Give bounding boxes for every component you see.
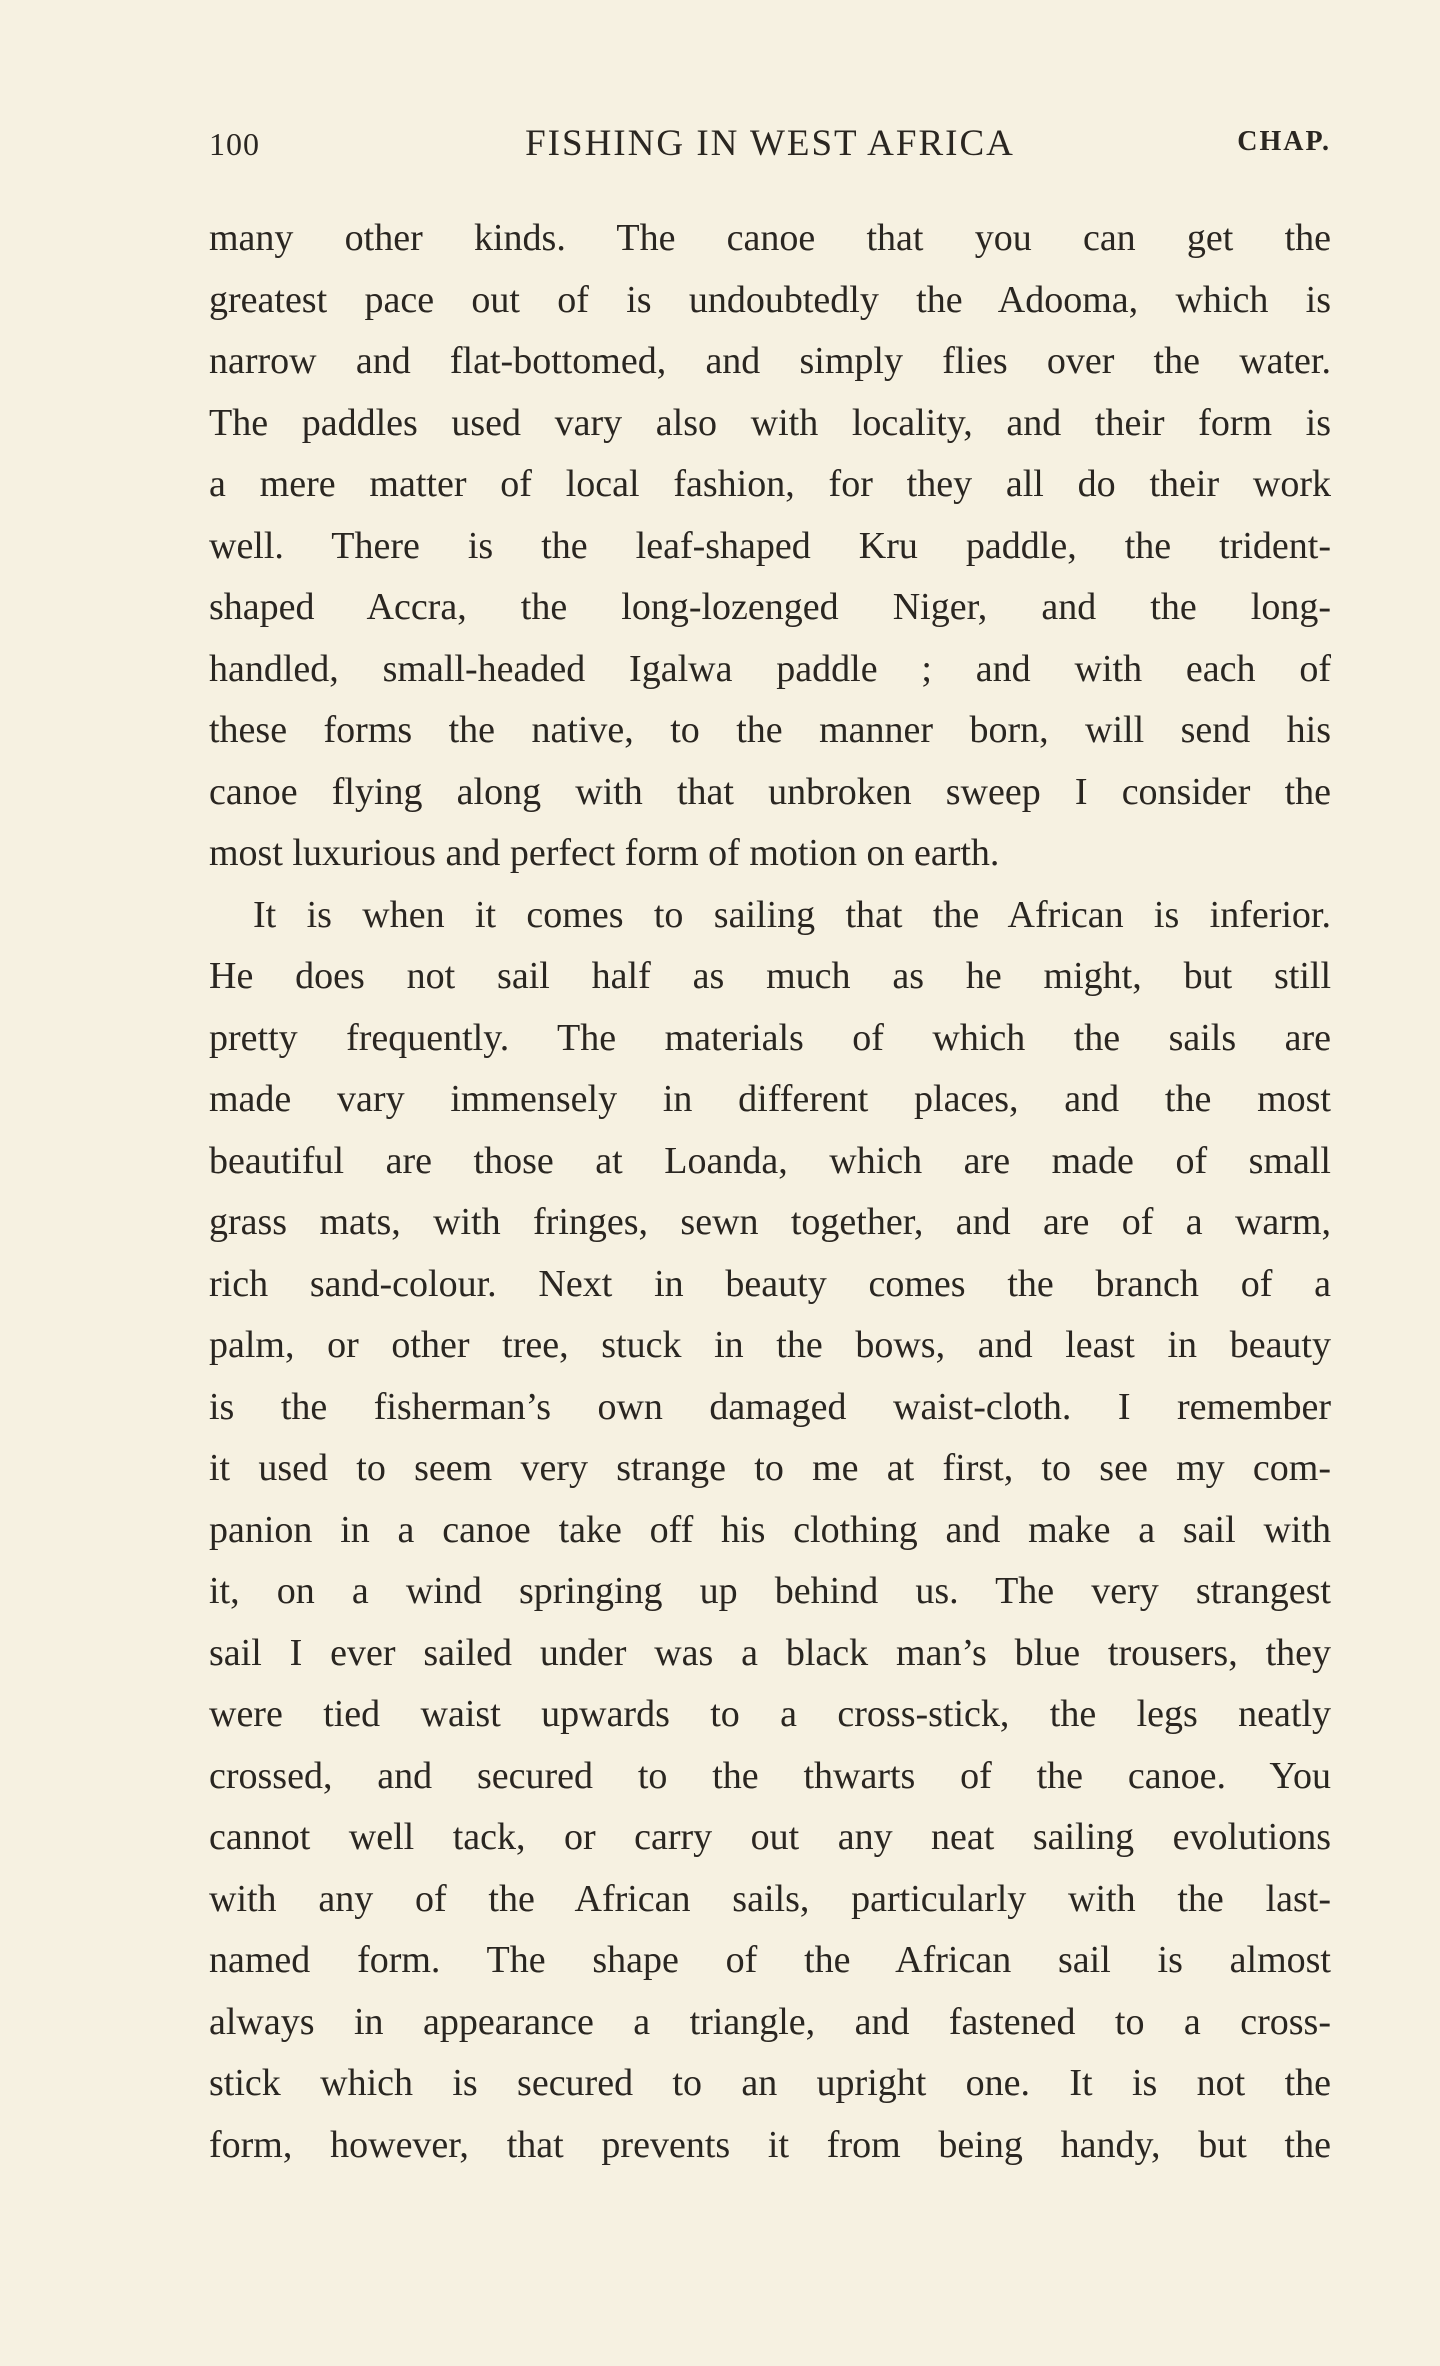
text-line: handled, small-headed Igalwa paddle ; and with each of	[209, 647, 1331, 690]
text-line: panion in a canoe take off his clothing and make a sail with	[209, 1508, 1331, 1551]
running-title: FISHING IN WEST AFRICA	[525, 123, 1015, 164]
text-line: cannot well tack, or carry out any neat sailing evolutions	[209, 1816, 1331, 1858]
text-line: narrow and flat-bottomed, and simply flies over the water.	[209, 340, 1331, 382]
text-line: beautiful are those at Loanda, which are made of small	[209, 1139, 1331, 1182]
chapter-label: CHAP.	[1237, 126, 1331, 157]
text-line: sail I ever sailed under was a black man’s blue trousers, they	[209, 1631, 1331, 1674]
text-line: pretty frequently. The materials of which the sails are	[209, 1016, 1331, 1059]
paragraph	[209, 208, 1331, 885]
text-line: greatest pace out of is undoubtedly the Adooma, which is	[209, 278, 1331, 321]
text-line: canoe flying along with that unbroken sweep I consider the	[209, 770, 1331, 813]
text-line: a mere matter of local fashion, for they all do their work	[209, 463, 1331, 505]
text-line: most luxurious and perfect form of motion on earth.	[209, 832, 1000, 874]
text-line: it, on a wind springing up behind us. The very strangest	[209, 1570, 1331, 1612]
page-number: 100	[209, 126, 260, 162]
text-line: is the fisherman’s own damaged waist-cloth. I remember	[209, 1385, 1331, 1428]
text-line: it used to seem very strange to me at first, to see my com-	[209, 1447, 1331, 1489]
text-line: these forms the native, to the manner born, will send his	[209, 709, 1331, 751]
text-line: grass mats, with fringes, sewn together, and are of a warm,	[209, 1201, 1331, 1243]
page-header	[209, 118, 1331, 174]
text-line: crossed, and secured to the thwarts of the canoe. You	[209, 1754, 1331, 1797]
text-line: with any of the African sails, particularly with the last-	[209, 1877, 1331, 1920]
page-body	[209, 208, 1331, 2176]
text-line: well. There is the leaf-shaped Kru paddle, the trident-	[209, 524, 1331, 567]
text-line: always in appearance a triangle, and fastened to a cross-	[209, 2000, 1331, 2043]
text-line: stick which is secured to an upright one. It is not the	[209, 2062, 1331, 2104]
text-line: The paddles used vary also with locality, and their form is	[209, 401, 1331, 444]
text-line: rich sand-colour. Next in beauty comes the branch of a	[209, 1262, 1331, 1305]
paragraph	[209, 885, 1331, 2177]
text-line: many other kinds. The canoe that you can get the	[209, 217, 1331, 259]
text-line: were tied waist upwards to a cross-stick, the legs neatly	[209, 1693, 1331, 1735]
text-line: form, however, that prevents it from being handy, but the	[209, 2123, 1331, 2166]
text-line: named form. The shape of the African sail is almost	[209, 1939, 1331, 1981]
text-line: made vary immensely in different places, and the most	[209, 1078, 1331, 1120]
text-line: shaped Accra, the long-lozenged Niger, and the long-	[209, 586, 1331, 628]
text-line: palm, or other tree, stuck in the bows, and least in beauty	[209, 1324, 1331, 1366]
text-line: He does not sail half as much as he might, but still	[209, 955, 1331, 997]
text-line: It is when it comes to sailing that the African is inferior.	[253, 893, 1331, 936]
